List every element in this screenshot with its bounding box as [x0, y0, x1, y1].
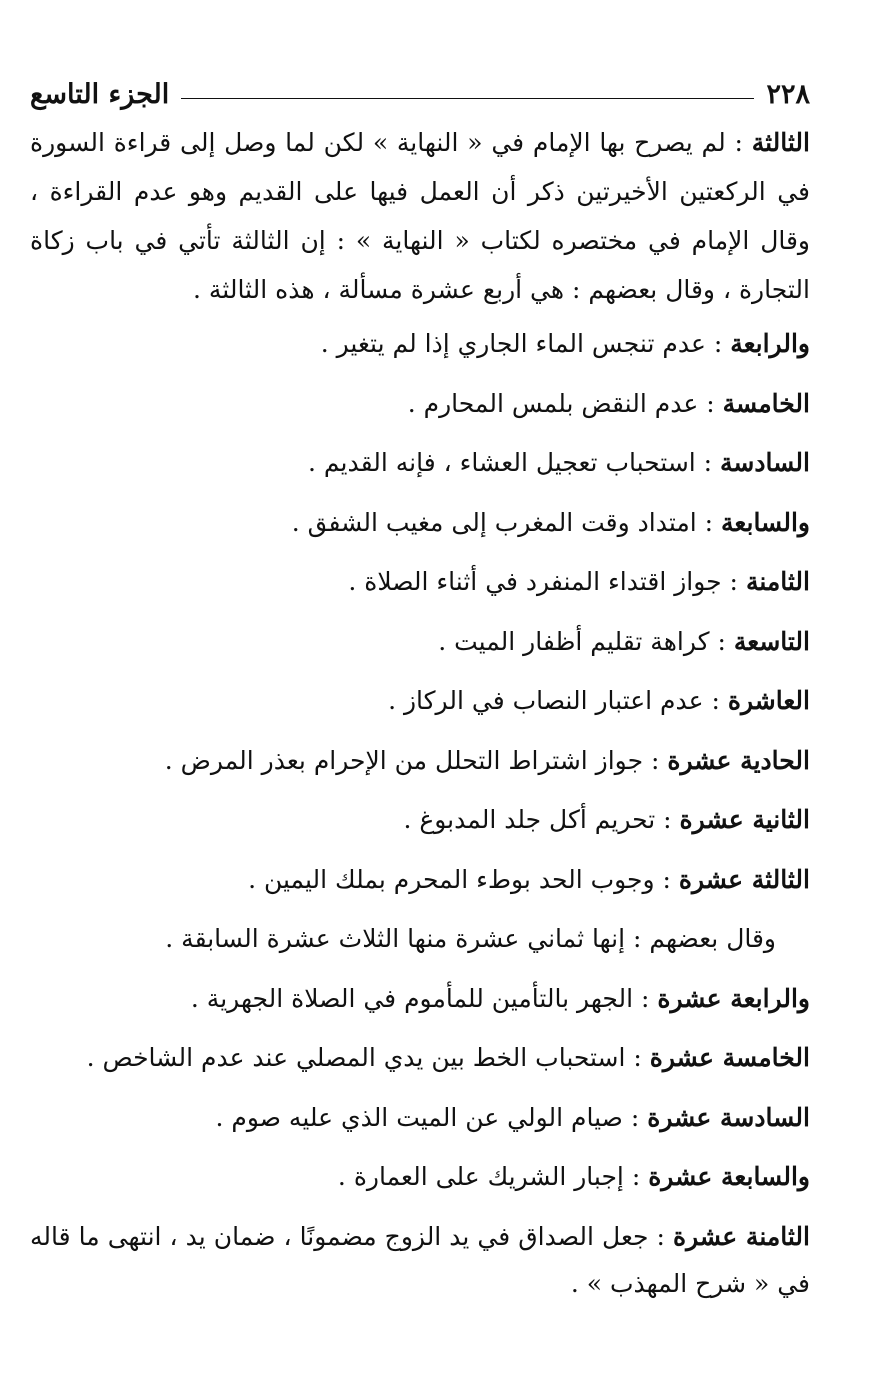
issue-text: : الجهر بالتأمين للمأموم في الصلاة الجهرية .: [190, 983, 658, 1013]
issue-label: الخامسة: [722, 388, 810, 418]
running-title: الجزء التاسع: [30, 78, 170, 110]
list-item: [30, 671, 810, 731]
issue-label: الحادية عشرة: [667, 745, 810, 775]
issue-label: والسابعة عشرة: [648, 1162, 810, 1191]
final-paragraph: [30, 1213, 810, 1307]
issue-label: السادسة عشرة: [647, 1102, 810, 1132]
issue-text: : كراهة تقليم أظفار الميت .: [438, 626, 734, 656]
issue-text: : لم يصرح بها الإمام في « النهاية » لكن لما وصل إلى قراءة السورة في الركعتين الأخيرتين ذكر أن العمل فيها على القديم وهو عدم القراءة ، وقال الإمام في مختصره لكتاب « النهاية » : إن الثالثة تأتي في باب زكاة التجارة ، وقال بعضهم : هي أربع عشرة مسألة ، هذه الثالثة .: [30, 128, 810, 304]
list-item: [30, 850, 810, 910]
issue-label: الثالثة عشرة: [678, 864, 810, 894]
issue-text: : عدم تنجس الماء الجاري إذا لم يتغير .: [320, 329, 731, 358]
list-item: [30, 612, 810, 672]
book-page: [30, 70, 810, 1307]
issue-label: والرابعة عشرة: [657, 983, 810, 1013]
list-item: [30, 790, 810, 850]
list-item: [30, 1088, 810, 1148]
issue-label: السادسة: [720, 448, 810, 477]
issue-label: الثانية عشرة: [679, 805, 810, 834]
intro-paragraph: [30, 118, 810, 314]
issue-label: الخامسة عشرة: [649, 1043, 810, 1072]
issue-label: الثالثة: [751, 128, 810, 157]
issue-text: : صيام الولي عن الميت الذي عليه صوم .: [215, 1102, 648, 1132]
issue-text: : امتداد وقت المغرب إلى مغيب الشفق .: [291, 507, 722, 537]
issue-label: العاشرة: [727, 686, 810, 715]
issue-label: الثامنة عشرة: [673, 1221, 810, 1251]
list-item: [30, 374, 810, 434]
issue-label: الثامنة: [745, 567, 810, 596]
list-item: [30, 969, 810, 1029]
issue-text: : عدم النقض بلمس المحارم .: [407, 388, 723, 418]
issue-text: : جواز اقتداء المنفرد في أثناء الصلاة .: [348, 567, 746, 596]
issue-text: : جعل الصداق في يد الزوج مضمونًا ، ضمان يد ، انتهى ما قاله في « شرح المهذب » .: [30, 1221, 810, 1298]
page-number: ٢٢٨: [766, 78, 810, 110]
list-item: [30, 493, 810, 553]
list-item: [30, 552, 810, 612]
issue-text: : استحباب تعجيل العشاء ، فإنه القديم .: [307, 448, 721, 477]
list-item: [30, 314, 810, 374]
page-header: [30, 70, 810, 118]
list-item: [30, 731, 810, 791]
list-item: [30, 1028, 810, 1088]
note-line: وقال بعضهم : إنها ثماني عشرة منها الثلاث عشرة السابقة .: [165, 924, 776, 953]
header-rule: [181, 98, 754, 99]
issue-text: : إجبار الشريك على العمارة .: [337, 1162, 649, 1191]
issue-text: : وجوب الحد بوطء المحرم بملك اليمين .: [248, 864, 679, 894]
page-body: [30, 118, 810, 1307]
issue-text: : تحريم أكل جلد المدبوغ .: [403, 805, 680, 834]
list-item: [30, 433, 810, 493]
issue-label: والسابعة: [721, 507, 810, 537]
issue-text: : عدم اعتبار النصاب في الركاز .: [388, 686, 728, 715]
list-item: [30, 1147, 810, 1207]
issue-text: : جواز اشتراط التحلل من الإحرام بعذر المرض .: [164, 745, 668, 775]
issue-label: والرابعة: [730, 329, 810, 358]
issue-text: : استحباب الخط بين يدي المصلي عند عدم الشاخص .: [86, 1043, 650, 1072]
issue-label: التاسعة: [733, 626, 810, 656]
